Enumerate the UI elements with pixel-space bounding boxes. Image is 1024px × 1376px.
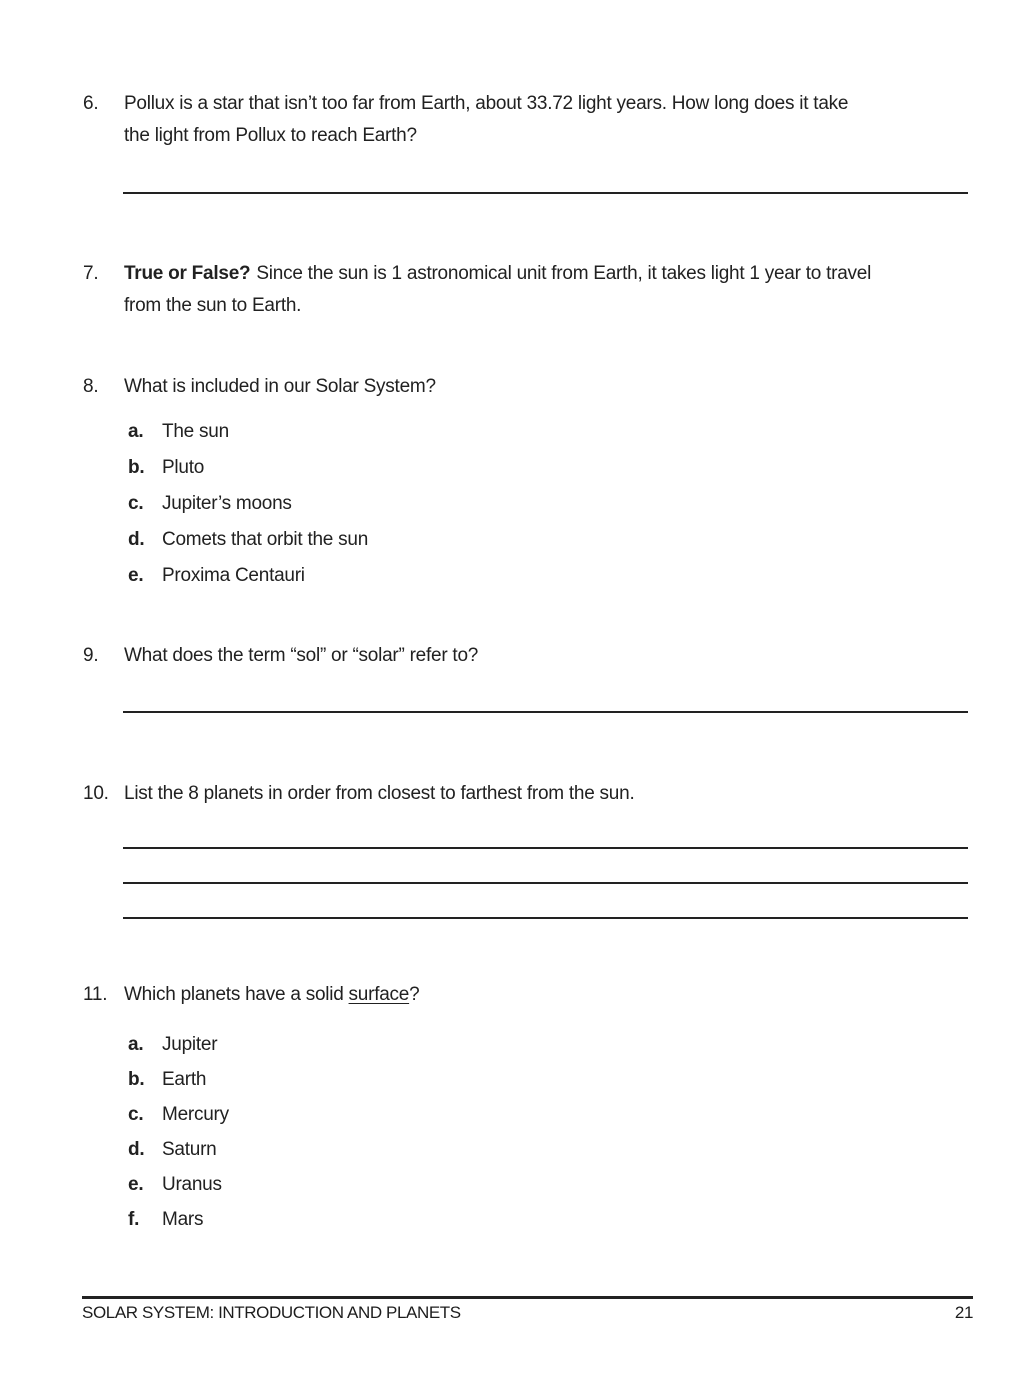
- option-letter: e.: [128, 565, 144, 586]
- question-6-text-line-1: Pollux is a star that isn’t too far from Earth, about 33.72 light years. How long does it take: [124, 93, 849, 114]
- option-letter: d.: [128, 529, 145, 550]
- option-text: Mars: [162, 1208, 204, 1230]
- question-11-text-suffix: ?: [409, 984, 420, 1005]
- option-letter: a.: [128, 1033, 144, 1055]
- question-9: [83, 640, 478, 672]
- option-letter: a.: [128, 421, 144, 442]
- option-letter: b.: [128, 457, 145, 478]
- question-8: [83, 371, 436, 403]
- question-9-text: [124, 640, 478, 672]
- question-7-bold-lead: True or False?: [124, 263, 251, 284]
- option-row: [128, 522, 368, 558]
- option-letter: d.: [128, 1138, 145, 1160]
- question-11-text-line-1: [124, 979, 419, 1011]
- option-text: Proxima Centauri: [162, 565, 305, 586]
- question-6-number: 6.: [83, 93, 99, 114]
- option-text: Uranus: [162, 1173, 222, 1195]
- question-11-options: [128, 1027, 229, 1237]
- question-8-number: 8.: [83, 376, 99, 397]
- page-number: 21: [954, 1303, 973, 1322]
- question-10: [83, 778, 634, 810]
- option-text: Saturn: [162, 1138, 217, 1160]
- question-6-answer-line: [123, 192, 968, 194]
- option-text: Mercury: [162, 1103, 229, 1125]
- question-7-text: [124, 258, 871, 322]
- question-8-text-line-1: What is included in our Solar System?: [124, 376, 436, 397]
- option-row: [128, 558, 368, 594]
- footer-title: SOLAR SYSTEM: INTRODUCTION AND PLANETS: [82, 1303, 461, 1322]
- option-letter: b.: [128, 1068, 145, 1090]
- option-row: [128, 1167, 229, 1202]
- footer-rule: [82, 1296, 973, 1299]
- question-6: [83, 88, 848, 152]
- option-row: [128, 414, 368, 450]
- question-10-answer-line-1: [123, 847, 968, 849]
- question-10-answer-line-2: [123, 882, 968, 884]
- option-row: [128, 1027, 229, 1062]
- question-11: [83, 979, 419, 1011]
- option-text: Pluto: [162, 457, 205, 478]
- question-7-text-rest: Since the sun is 1 astronomical unit from Earth, it takes light 1 year to travel: [256, 263, 872, 284]
- question-10-text: [124, 778, 634, 810]
- option-row: [128, 450, 368, 486]
- question-11-number: 11.: [83, 984, 108, 1005]
- question-9-text-line-1: What does the term “sol” or “solar” refer to?: [124, 645, 479, 666]
- question-10-answer-line-3: [123, 917, 968, 919]
- question-9-number: 9.: [83, 645, 99, 666]
- question-7-number: 7.: [83, 263, 99, 284]
- question-9-answer-line: [123, 711, 968, 713]
- question-6-text: [124, 88, 848, 152]
- option-letter: e.: [128, 1173, 144, 1195]
- question-8-options: [128, 414, 368, 594]
- option-row: [128, 1097, 229, 1132]
- question-7-text-line-2: from the sun to Earth.: [124, 295, 302, 316]
- question-8-text: [124, 371, 436, 403]
- option-text: Jupiter’s moons: [162, 493, 292, 514]
- question-7: [83, 258, 871, 322]
- option-text: Jupiter: [162, 1033, 218, 1055]
- question-10-number: 10.: [83, 783, 109, 804]
- question-11-underlined-word: surface: [348, 984, 410, 1005]
- option-row: [128, 1202, 229, 1237]
- option-text: Earth: [162, 1068, 207, 1090]
- footer: [82, 1301, 973, 1325]
- question-11-text: [124, 979, 419, 1011]
- option-row: [128, 486, 368, 522]
- option-text: Comets that orbit the sun: [162, 529, 369, 550]
- option-letter: c.: [128, 493, 144, 514]
- option-row: [128, 1062, 229, 1097]
- question-10-text-line-1: List the 8 planets in order from closest to farthest from the sun.: [124, 783, 635, 804]
- question-11-text-prefix: Which planets have a solid: [124, 984, 349, 1005]
- option-text: The sun: [162, 421, 229, 442]
- question-7-text-line-1: [124, 258, 871, 290]
- question-6-text-line-2: the light from Pollux to reach Earth?: [124, 125, 417, 146]
- option-row: [128, 1132, 229, 1167]
- option-letter: f.: [128, 1208, 140, 1230]
- option-letter: c.: [128, 1103, 144, 1125]
